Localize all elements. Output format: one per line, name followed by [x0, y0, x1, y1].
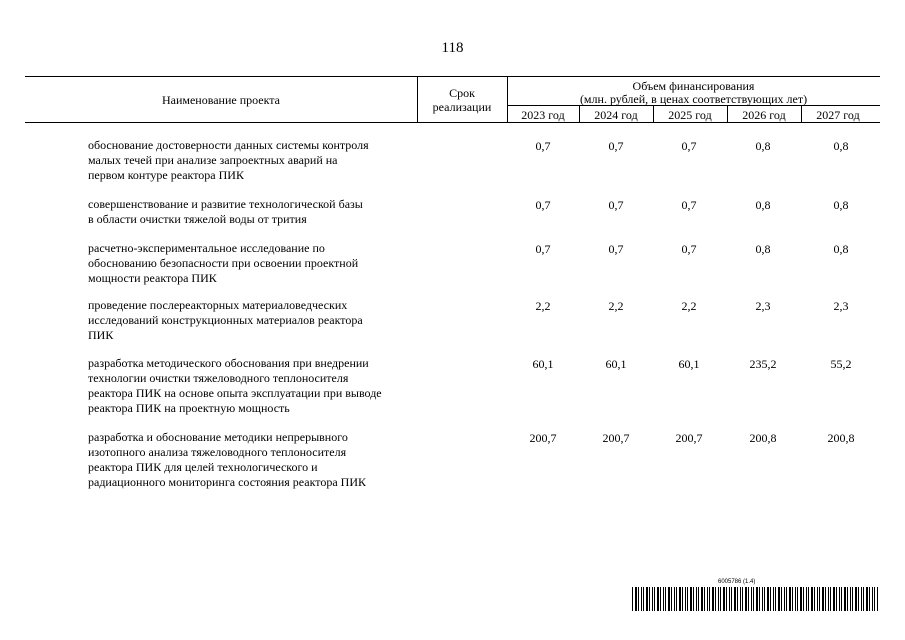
year-header-2024: 2024 год	[594, 108, 638, 122]
description-line: реактора ПИК для целей технологического и	[88, 460, 318, 474]
year-header-2026: 2026 год	[742, 108, 786, 122]
value-2024: 0,7	[608, 139, 624, 153]
header-volume-line1: Объем финансирования	[632, 79, 755, 93]
description-line: расчетно-экспериментальное исследование по	[88, 241, 325, 255]
value-2025: 2,2	[681, 299, 697, 313]
table-row-description	[88, 298, 418, 343]
description-line: мощности реактора ПИК	[88, 271, 217, 285]
description-line: проведение послереакторных материаловедческих	[88, 298, 348, 312]
value-2027: 0,8	[833, 139, 849, 153]
description-line: ПИК	[88, 328, 114, 342]
year-header-2023: 2023 год	[521, 108, 565, 122]
value-2024: 2,2	[608, 299, 624, 313]
value-2026: 0,8	[755, 242, 771, 256]
value-2024: 0,7	[608, 198, 624, 212]
value-2027: 55,2	[830, 357, 852, 371]
value-2025: 0,7	[681, 242, 697, 256]
header-term-line2: реализации	[432, 100, 492, 114]
value-2027: 200,8	[827, 431, 855, 445]
value-2027: 0,8	[833, 198, 849, 212]
value-2023: 60,1	[532, 357, 554, 371]
value-2025: 200,7	[675, 431, 703, 445]
value-2023: 200,7	[529, 431, 557, 445]
description-line: исследований конструкционных материалов реактора	[88, 313, 363, 327]
value-2023: 0,7	[535, 139, 551, 153]
value-2025: 0,7	[681, 198, 697, 212]
table-row-description	[88, 430, 418, 490]
header-term-line1: Срок	[449, 86, 475, 100]
description-line: обоснованию безопасности при освоении проектной	[88, 256, 359, 270]
table-row-description	[88, 138, 418, 183]
description-line: обоснование достоверности данных системы контроля	[88, 138, 369, 152]
value-2026: 0,8	[755, 198, 771, 212]
year-header-2027: 2027 год	[816, 108, 860, 122]
description-line: изотопного анализа тяжеловодного теплоносителя	[88, 445, 347, 459]
value-2023: 0,7	[535, 242, 551, 256]
value-2024: 0,7	[608, 242, 624, 256]
description-line: разработка методического обоснования при внедрении	[88, 356, 369, 370]
table-top-rule	[25, 76, 880, 77]
description-line: реактора ПИК на основе опыта эксплуатации при выводе	[88, 386, 382, 400]
value-2024: 60,1	[605, 357, 627, 371]
page-number: 118	[441, 40, 464, 56]
value-2025: 60,1	[678, 357, 700, 371]
description-line: совершенствование и развитие технологической базы	[88, 197, 363, 211]
description-line: радиационного мониторинга состояния реактора ПИК	[88, 475, 367, 489]
value-2023: 0,7	[535, 198, 551, 212]
header-volume-line2: (млн. рублей, в ценах соответствующих лет)	[579, 92, 808, 106]
description-line: технологии очистки тяжеловодного теплоносителя	[88, 371, 349, 385]
value-2027: 2,3	[833, 299, 849, 313]
value-2026: 235,2	[749, 357, 777, 371]
table-row-description	[88, 356, 418, 416]
table-row-description	[88, 241, 418, 286]
value-2024: 200,7	[602, 431, 630, 445]
value-2023: 2,2	[535, 299, 551, 313]
description-line: реактора ПИК на проектную мощность	[88, 401, 290, 415]
description-line: в области очистки тяжелой воды от трития	[88, 212, 307, 226]
header-project-name: Наименование проекта	[161, 93, 281, 107]
year-header-2025: 2025 год	[668, 108, 712, 122]
description-line: разработка и обоснование методики непрерывного	[88, 430, 348, 444]
description-line: малых течей при анализе запроектных аварий на	[88, 153, 338, 167]
description-line: первом контуре реактора ПИК	[88, 168, 244, 182]
value-2026: 2,3	[755, 299, 771, 313]
barcode-image	[632, 587, 878, 611]
value-2027: 0,8	[833, 242, 849, 256]
value-2026: 200,8	[749, 431, 777, 445]
table-row-description	[88, 197, 418, 227]
barcode-label: 6005786 (1.4)	[718, 579, 756, 585]
value-2026: 0,8	[755, 139, 771, 153]
value-2025: 0,7	[681, 139, 697, 153]
